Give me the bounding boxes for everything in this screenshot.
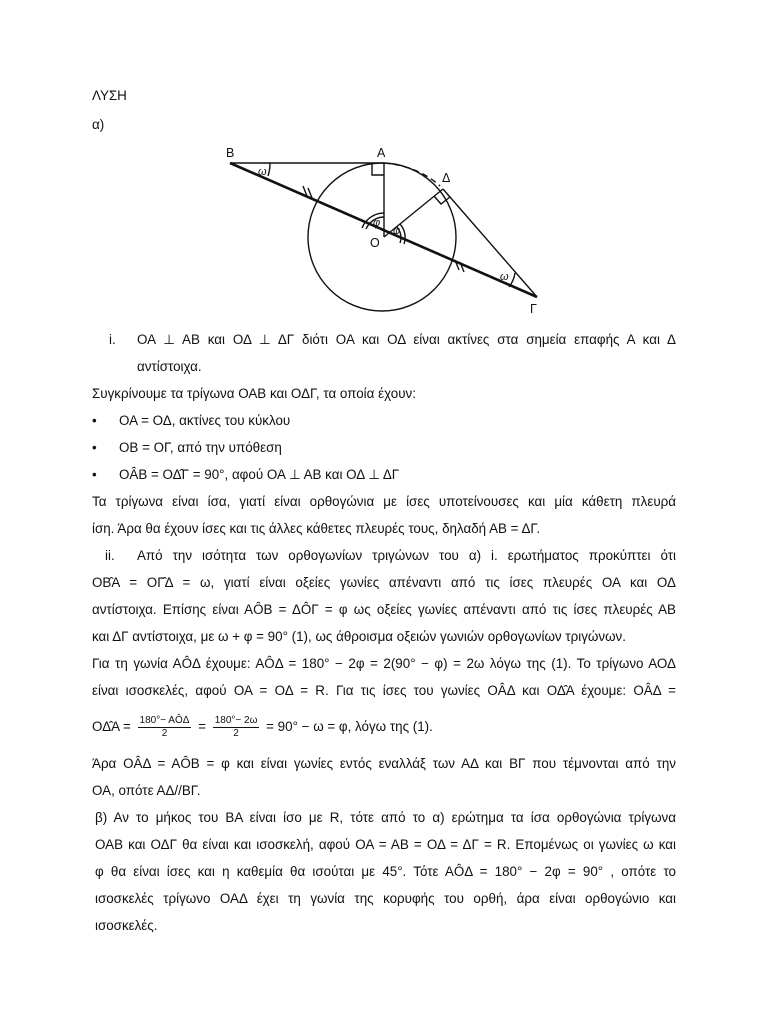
eq-end: = 90° − ω = φ, λόγω της (1).: [266, 719, 433, 734]
label-b: Β: [226, 146, 235, 160]
conclusion-line1: Άρα ΟÂΔ = ΑÔΒ = φ και είναι γωνίες εντός εναλλάξ των ΑΔ και ΒΓ που τέμνονται από την: [92, 756, 676, 771]
equal-triangles-line2: ίση. Άρα θα έχουν ίσες και τις άλλες κάθετες πλευρές τους, δηλαδή ΑΒ = ΔΓ.: [92, 521, 541, 536]
part-b-line4: ισοσκελές τρίγωνο ΟΑΔ έχει τη γωνία της κορυφής του ορθή, άρα είναι ορθογώνιο και: [95, 891, 676, 906]
circle: [308, 163, 456, 311]
part-b-line1: β) Αν το μήκος του ΒΑ είναι ίσο με R, τότε από το α) ερώτημα τα ίσα ορθογώνια τρίγωνα: [95, 810, 676, 825]
eq-mid: =: [198, 719, 206, 734]
label-phi-dog: φ: [393, 225, 401, 237]
solution-heading: ΛΥΣΗ: [92, 88, 127, 103]
fraction-1: [138, 715, 192, 740]
angle-aod-line1: Για τη γωνία ΑÔΔ έχουμε: ΑÔΔ = 180° − 2φ = 2(90° − φ) = 2ω λόγω της (1). Το τρίγωνο ΑΟΔ: [92, 656, 676, 671]
label-omega-b: ω: [258, 166, 267, 178]
part-b-line2: ΟΑΒ και ΟΔΓ θα είναι και ισοσκελή, αφού ΟΑ = ΑΒ = ΟΔ = ΔΓ = R. Επομένως οι γωνίες ω και: [95, 837, 676, 852]
fraction-2: [213, 715, 260, 740]
item-ii-line2: ΟΒ̂Α = ΟΓ̂Δ = ω, γιατί είναι οξείες γωνίες απέναντι από τις ίσες πλευρές ΟΑ και ΟΔ: [92, 575, 676, 590]
bullet-dot: •: [92, 440, 97, 455]
right-angle-a: [372, 163, 384, 175]
label-o: Ο: [370, 236, 380, 250]
conclusion-line2: ΟΑ, οπότε ΑΔ//ΒΓ.: [92, 783, 201, 798]
bullet-3: ΟÂΒ = ΟΔ̂Γ = 90°, αφού ΟΑ ⊥ ΑΒ και ΟΔ ⊥ ΔΓ: [119, 467, 400, 482]
item-i-line1: ΟΑ ⊥ ΑΒ και ΟΔ ⊥ ΔΓ διότι ΟΑ και ΟΔ είναι ακτίνες στα σημεία επαφής Α και Δ: [137, 332, 676, 347]
item-ii-line4: και ΔΓ αντίστοιχα, με ω + φ = 90° (1), ως άθροισμα οξειών γωνιών ορθογωνίων τριγώνων.: [92, 629, 626, 644]
item-ii-marker: ii.: [105, 548, 115, 563]
label-phi-aob: φ: [373, 217, 381, 229]
geometry-figure: [0, 0, 768, 330]
fraction-1-denominator: 2: [161, 727, 168, 739]
fraction-1-numerator: 180°− ΑÔΔ: [139, 714, 190, 726]
label-omega-g: ω: [500, 271, 509, 283]
segment-dg: [443, 189, 537, 297]
label-d: Δ: [442, 171, 451, 185]
part-a-label: α): [92, 117, 105, 132]
fraction-2-denominator: 2: [233, 727, 239, 739]
compare-sentence: Συγκρίνουμε τα τρίγωνα ΟΑΒ και ΟΔΓ, τα οποία έχουν:: [92, 386, 416, 401]
label-a: Α: [377, 146, 386, 160]
bullet-dot: •: [92, 467, 97, 482]
item-ii-line3: αντίστοιχα. Επίσης είναι ΑÔΒ = ΔÔΓ = φ ως οξείες γωνίες απέναντι από τις ίσες πλευρές ΑΒ: [92, 602, 676, 617]
fraction-2-numerator: 180°− 2ω: [214, 714, 258, 726]
omega-arc-b: [268, 163, 270, 176]
angle-aod-line2: είναι ισοσκελές, αφού ΟΑ = ΟΔ = R. Για τις ίσες του γωνίες ΟÂΔ και ΟΔ̂Α έχουμε: ΟÂΔ =: [92, 683, 676, 698]
angle-aod-equation: [92, 712, 433, 742]
bullet-dot: •: [92, 413, 97, 428]
label-g: Γ: [530, 302, 537, 316]
part-b-line5: ισοσκελές.: [95, 918, 158, 933]
bullet-1: ΟΑ = ΟΔ, ακτίνες του κύκλου: [119, 413, 291, 428]
equal-triangles-line1: Τα τρίγωνα είναι ίσα, γιατί είναι ορθογώνια με ίσες υποτείνουσες και μία κάθετη πλευρά: [92, 494, 676, 509]
item-i-line2: αντίστοιχα.: [137, 359, 202, 374]
part-b-line3: φ θα είναι ίσες και η καθεμία θα ισούται με 45°. Τότε ΑÔΔ = 180° − 2φ = 90° , οπότε το: [95, 864, 676, 879]
item-ii-line1: Από την ισότητα των ορθογωνίων τριγώνων του α) i. ερωτήματος προκύπτει ότι: [137, 548, 676, 563]
bullet-2: ΟΒ = ΟΓ, από την υπόθεση: [119, 440, 282, 455]
eq-start: ΟΔ̂Α =: [92, 719, 131, 734]
item-i-marker: i.: [109, 332, 116, 347]
